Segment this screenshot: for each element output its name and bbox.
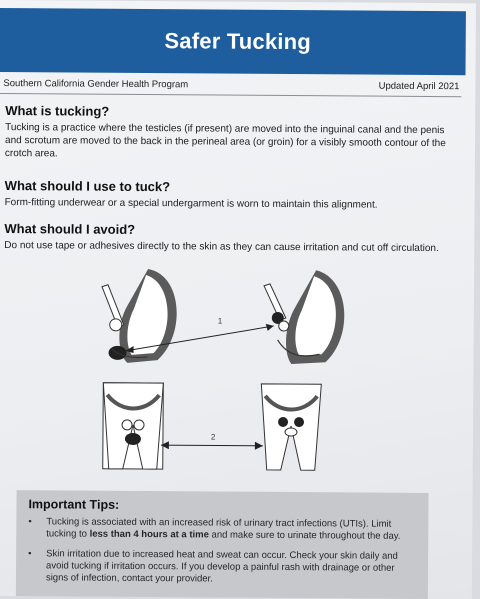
section-what-to-use	[5, 178, 453, 212]
step-label-2: 2	[210, 432, 216, 442]
tip-text: Skin irritation due to increased heat and sweat can occur. Check your skin daily and avoid tucking if irritation occurs. If you develop a painful rash with drainage or other signs of infection, contact your provider.	[45, 548, 398, 585]
side-view-after	[263, 270, 344, 365]
section-what-to-avoid	[4, 221, 452, 255]
front-view-after	[261, 384, 322, 470]
important-tips-box	[16, 490, 429, 599]
front-view-before	[103, 383, 164, 469]
section-body: Tucking is a practice where the testicles (if present) are moved into the inguinal canal and the penis and scrotum are moved to the back in the perineal area (or groin) for a visibly smooth contour of the crotch area.	[4, 122, 446, 160]
tucking-diagram-svg	[87, 265, 358, 479]
organization-name: Southern California Gender Health Program	[3, 78, 189, 91]
page-title: Safer Tucking	[164, 28, 312, 55]
title-banner	[0, 8, 466, 75]
updated-date: Updated April 2021	[378, 80, 460, 93]
section-what-is-tucking	[5, 103, 453, 163]
tip-text	[28, 516, 412, 543]
section-body: Do not use tape or adhesives directly to the skin as they can cause irritation and cut off circulation.	[4, 240, 439, 255]
tip-text-part: Tucking is associated with an increased risk of urinary tract infections (UTIs). Limit tucking to	[46, 516, 392, 540]
tip-skin-irritation	[28, 548, 412, 587]
bullet: •	[28, 516, 32, 528]
section-heading: What should I avoid?	[4, 221, 136, 237]
tip-uti	[28, 516, 412, 543]
arrow-step-2	[161, 441, 263, 450]
bullet: •	[28, 548, 32, 560]
section-body: Form-fitting underwear or a special undergarment is worn to maintain this alignment.	[4, 197, 378, 211]
section-heading: What should I use to tuck?	[4, 178, 171, 195]
tips-heading: Important Tips:	[28, 497, 120, 512]
tip-emphasis: less than 4 hours at a time	[89, 528, 209, 541]
step-label-1: 1	[217, 316, 223, 326]
section-heading: What is tucking?	[5, 103, 110, 119]
tip-text-part: and make sure to urinate throughout the day.	[208, 529, 401, 542]
tucking-diagram	[87, 265, 358, 479]
